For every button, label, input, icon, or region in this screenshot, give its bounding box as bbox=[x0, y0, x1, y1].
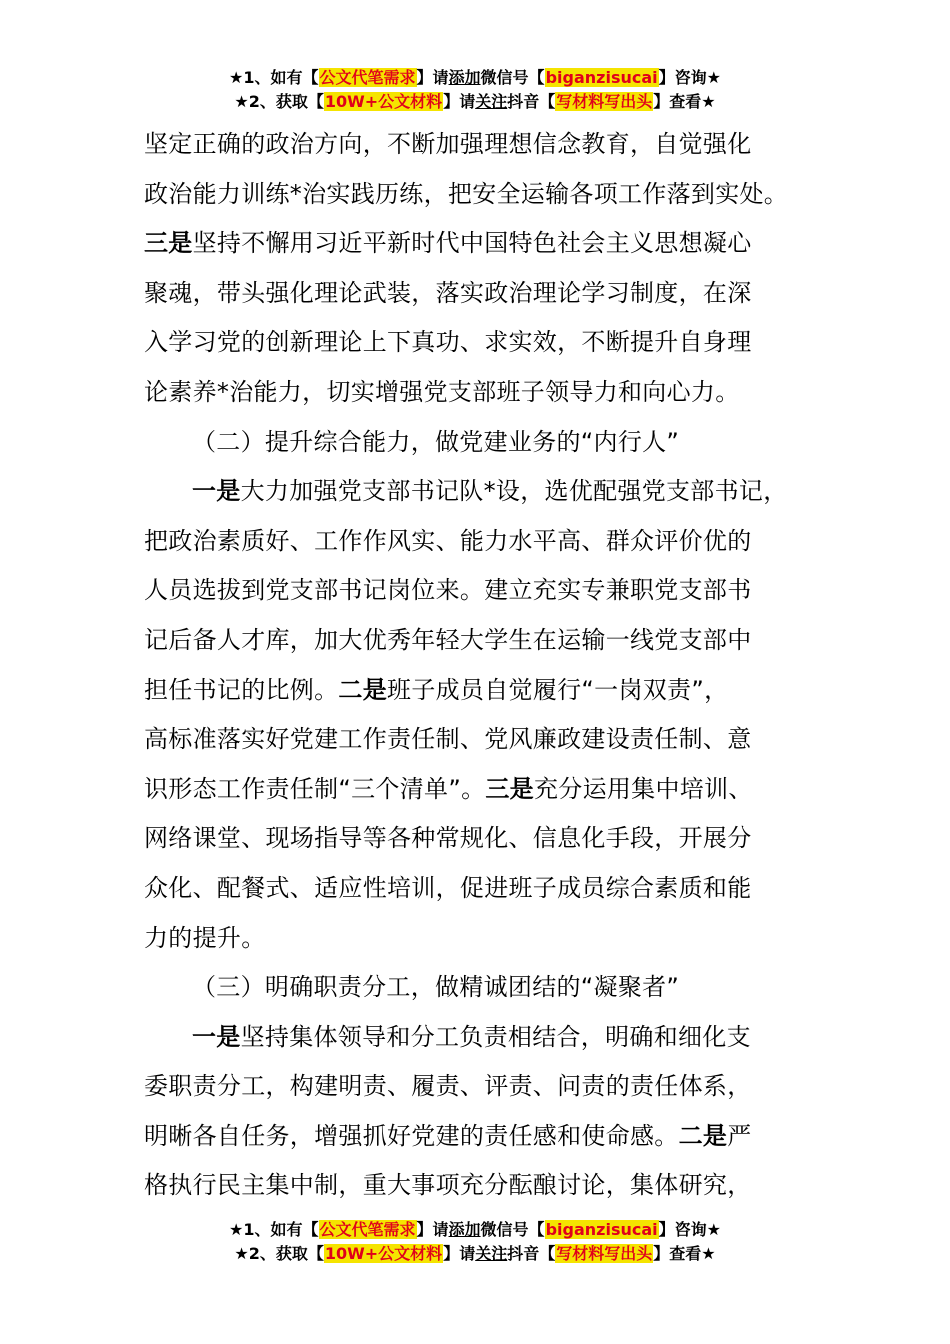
section-heading: （二）提升综合能力，做党建业务的“内行人” bbox=[192, 427, 680, 456]
footer-banner bbox=[0, 1218, 950, 1266]
highlight-douyin: 写材料写出头 bbox=[556, 1244, 653, 1263]
body-line: 三是坚持不懈用习近平新时代中国特色社会主义思想凝心 bbox=[144, 229, 752, 258]
body-line: 担任书记的比例。二是班子成员自觉履行“一岗双责”， bbox=[144, 675, 729, 704]
highlight-service: 公文代笔需求 bbox=[319, 68, 416, 87]
banner-line-1: ★1、如有【公文代笔需求】请添加微信号【biganzisucai】咨询★ bbox=[229, 1220, 721, 1239]
banner-line-2: ★2、获取【10W+公文材料】请关注抖音【写材料写出头】查看★ bbox=[234, 92, 716, 111]
body-line: 把政治素质好、工作作风实、能力水平高、群众评价优的 bbox=[144, 526, 752, 555]
highlight-douyin: 写材料写出头 bbox=[556, 92, 653, 111]
header-banner bbox=[0, 66, 950, 114]
document-body bbox=[144, 120, 824, 1211]
body-line: 聚魂，带头强化理论武装，落实政治理论学习制度，在深 bbox=[144, 278, 752, 307]
highlight-materials: 10W+公文材料 bbox=[324, 1244, 443, 1263]
highlight-wechat-id: biganzisucai bbox=[545, 68, 658, 87]
highlight-materials: 10W+公文材料 bbox=[324, 92, 443, 111]
body-line: 网络课堂、现场指导等各种常规化、信息化手段，开展分 bbox=[144, 824, 752, 853]
body-line: 识形态工作责任制“三个清单”。三是充分运用集中培训、 bbox=[144, 774, 753, 803]
highlight-wechat-id: biganzisucai bbox=[545, 1220, 658, 1239]
body-line: 力的提升。 bbox=[144, 923, 266, 952]
body-line: 一是坚持集体领导和分工负责相结合，明确和细化支 bbox=[192, 1022, 751, 1051]
body-line: 高标准落实好党建工作责任制、党风廉政建设责任制、意 bbox=[144, 725, 752, 754]
body-line: 委职责分工，构建明责、履责、评责、问责的责任体系， bbox=[144, 1072, 752, 1101]
body-line: 一是大力加强党支部书记队*设，选优配强党支部书记， bbox=[192, 477, 788, 506]
body-line: 论素养*治能力，切实增强党支部班子领导力和向心力。 bbox=[144, 377, 740, 406]
body-line: 政治能力训练*治实践历练，把安全运输各项工作落到实处。 bbox=[144, 179, 789, 208]
body-line: 入学习党的创新理论上下真功、求实效，不断提升自身理 bbox=[144, 328, 752, 357]
highlight-service: 公文代笔需求 bbox=[319, 1220, 416, 1239]
body-line: 坚定正确的政治方向，不断加强理想信念教育，自觉强化 bbox=[144, 130, 752, 158]
section-heading: （三）明确职责分工，做精诚团结的“凝聚者” bbox=[192, 973, 680, 1002]
body-line: 明晰各自任务，增强抓好党建的责任感和使命感。二是严 bbox=[144, 1121, 752, 1150]
banner-line-1: ★1、如有【公文代笔需求】请添加微信号【biganzisucai】咨询★ bbox=[229, 68, 721, 87]
body-line: 记后备人才库，加大优秀年轻大学生在运输一线党支部中 bbox=[144, 625, 752, 654]
banner-line-2: ★2、获取【10W+公文材料】请关注抖音【写材料写出头】查看★ bbox=[234, 1244, 716, 1263]
body-line: 众化、配餐式、适应性培训，促进班子成员综合素质和能 bbox=[144, 873, 752, 902]
body-line: 人员选拔到党支部书记岗位来。建立充实专兼职党支部书 bbox=[144, 576, 752, 605]
body-line: 格执行民主集中制，重大事项充分酝酿讨论，集体研究， bbox=[144, 1171, 752, 1200]
